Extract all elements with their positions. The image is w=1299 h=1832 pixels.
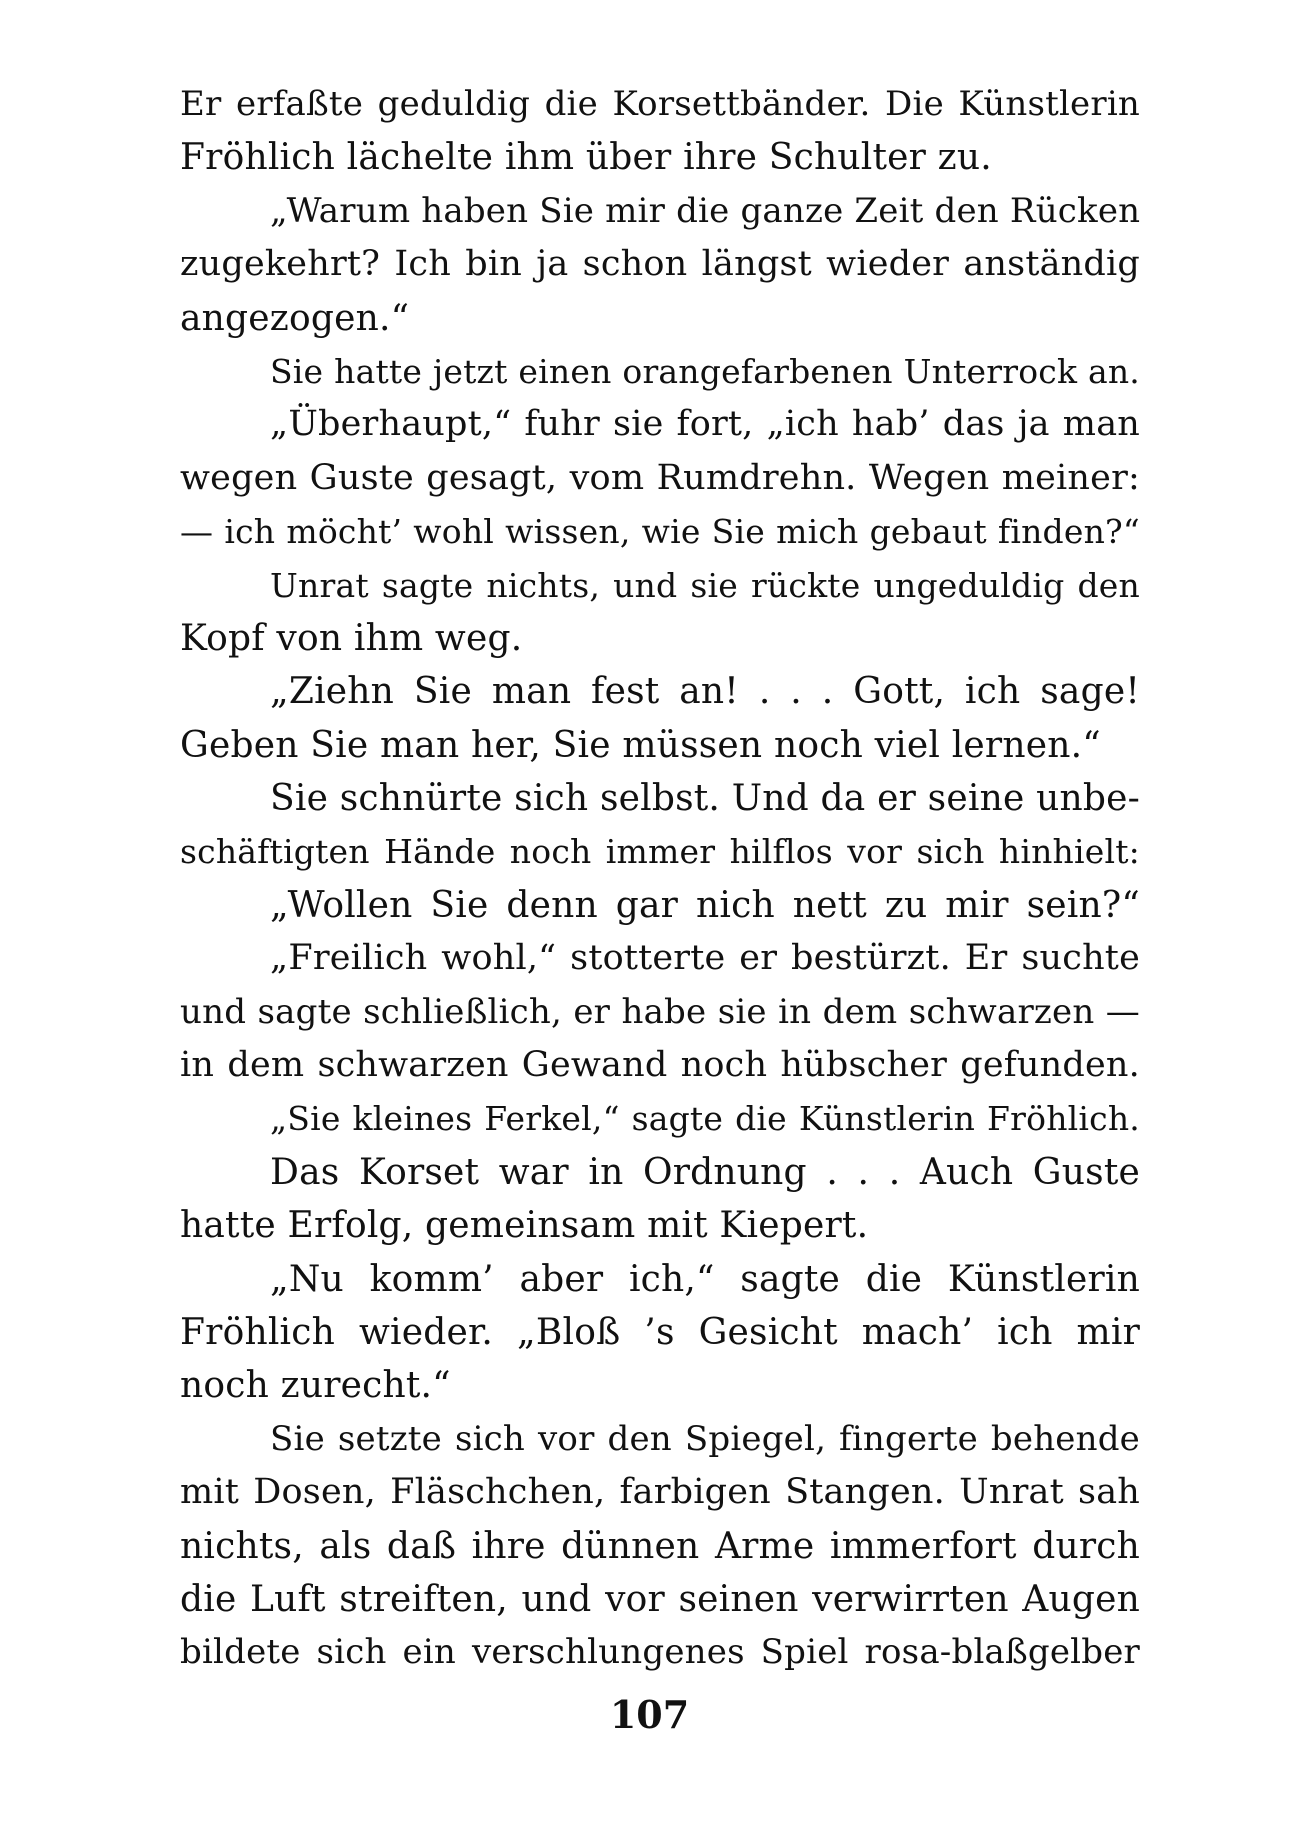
text-line: „Ziehn Sie man fest an! . . . Gott, ich sage! bbox=[270, 671, 1140, 713]
text-line: nichts, als daß ihre dünnen Arme immerfort durch bbox=[180, 1525, 1140, 1567]
text-line: Unrat sagte nichts, und sie rückte ungeduldig den bbox=[270, 565, 1140, 605]
text-line: „Freilich wohl,“ stotterte er bestürzt. Er suchte bbox=[270, 938, 1140, 979]
text-line: — ich möcht’ wohl wissen, wie Sie mich gebaut finden?“ bbox=[180, 512, 1140, 552]
text-line: hatte Erfolg, gemeinsam mit Kiepert. bbox=[180, 1205, 869, 1247]
text-line: Er erfaßte geduldig die Korsettbänder. Die Künstlerin bbox=[180, 84, 1140, 124]
text-line: mit Dosen, Fläschchen, farbigen Stangen. Unrat sah bbox=[180, 1472, 1140, 1513]
text-line: und sagte schließlich, er habe sie in dem schwarzen — bbox=[180, 991, 1140, 1032]
text-line: „Sie kleines Ferkel,“ sagte die Künstlerin Fröhlich. bbox=[270, 1099, 1140, 1139]
text-line: Sie schnürte sich selbst. Und da er seine unbe- bbox=[270, 778, 1140, 820]
text-line: Kopf von ihm weg. bbox=[180, 617, 523, 659]
text-line: angezogen.“ bbox=[180, 297, 410, 339]
text-line: Sie setzte sich vor den Spiegel, fingerte behende bbox=[270, 1418, 1140, 1459]
text-line: Geben Sie man her, Sie müssen noch viel lernen.“ bbox=[180, 724, 1101, 766]
text-line: Sie hatte jetzt einen orangefarbenen Unterrock an. bbox=[270, 351, 1140, 391]
text-line: zugekehrt? Ich bin ja schon längst wieder anständig bbox=[180, 244, 1140, 285]
text-line: Fröhlich lächelte ihm über ihre Schulter zu. bbox=[180, 137, 992, 179]
text-line: in dem schwarzen Gewand noch hübscher gefunden. bbox=[180, 1045, 1140, 1086]
text-line: noch zurecht.“ bbox=[180, 1365, 451, 1407]
text-line: „Überhaupt,“ fuhr sie fort, „ich hab’ das ja man bbox=[270, 404, 1140, 445]
text-line: die Luft streiften, und vor seinen verwirrten Augen bbox=[180, 1578, 1140, 1620]
text-line: wegen Guste gesagt, vom Rumdrehn. Wegen meiner: bbox=[180, 457, 1140, 498]
text-line: „Nu komm’ aber ich,“ sagte die Künstlerin bbox=[270, 1258, 1140, 1300]
text-line: schäftigten Hände noch immer hilflos vor sich hinhielt: bbox=[180, 832, 1140, 872]
text-line: „Warum haben Sie mir die ganze Zeit den Rücken bbox=[270, 190, 1141, 231]
text-line: „Wollen Sie denn gar nich nett zu mir sein?“ bbox=[270, 884, 1140, 926]
page-number: 107 bbox=[609, 1692, 690, 1737]
text-line: bildete sich ein verschlungenes Spiel rosa-blaßgelber bbox=[180, 1632, 1140, 1673]
body-text bbox=[180, 78, 1140, 1680]
text-line: Das Korset war in Ordnung . . . Auch Guste bbox=[270, 1151, 1140, 1193]
text-line: Fröhlich wieder. „Bloß ’s Gesicht mach’ ich mir bbox=[180, 1311, 1140, 1353]
